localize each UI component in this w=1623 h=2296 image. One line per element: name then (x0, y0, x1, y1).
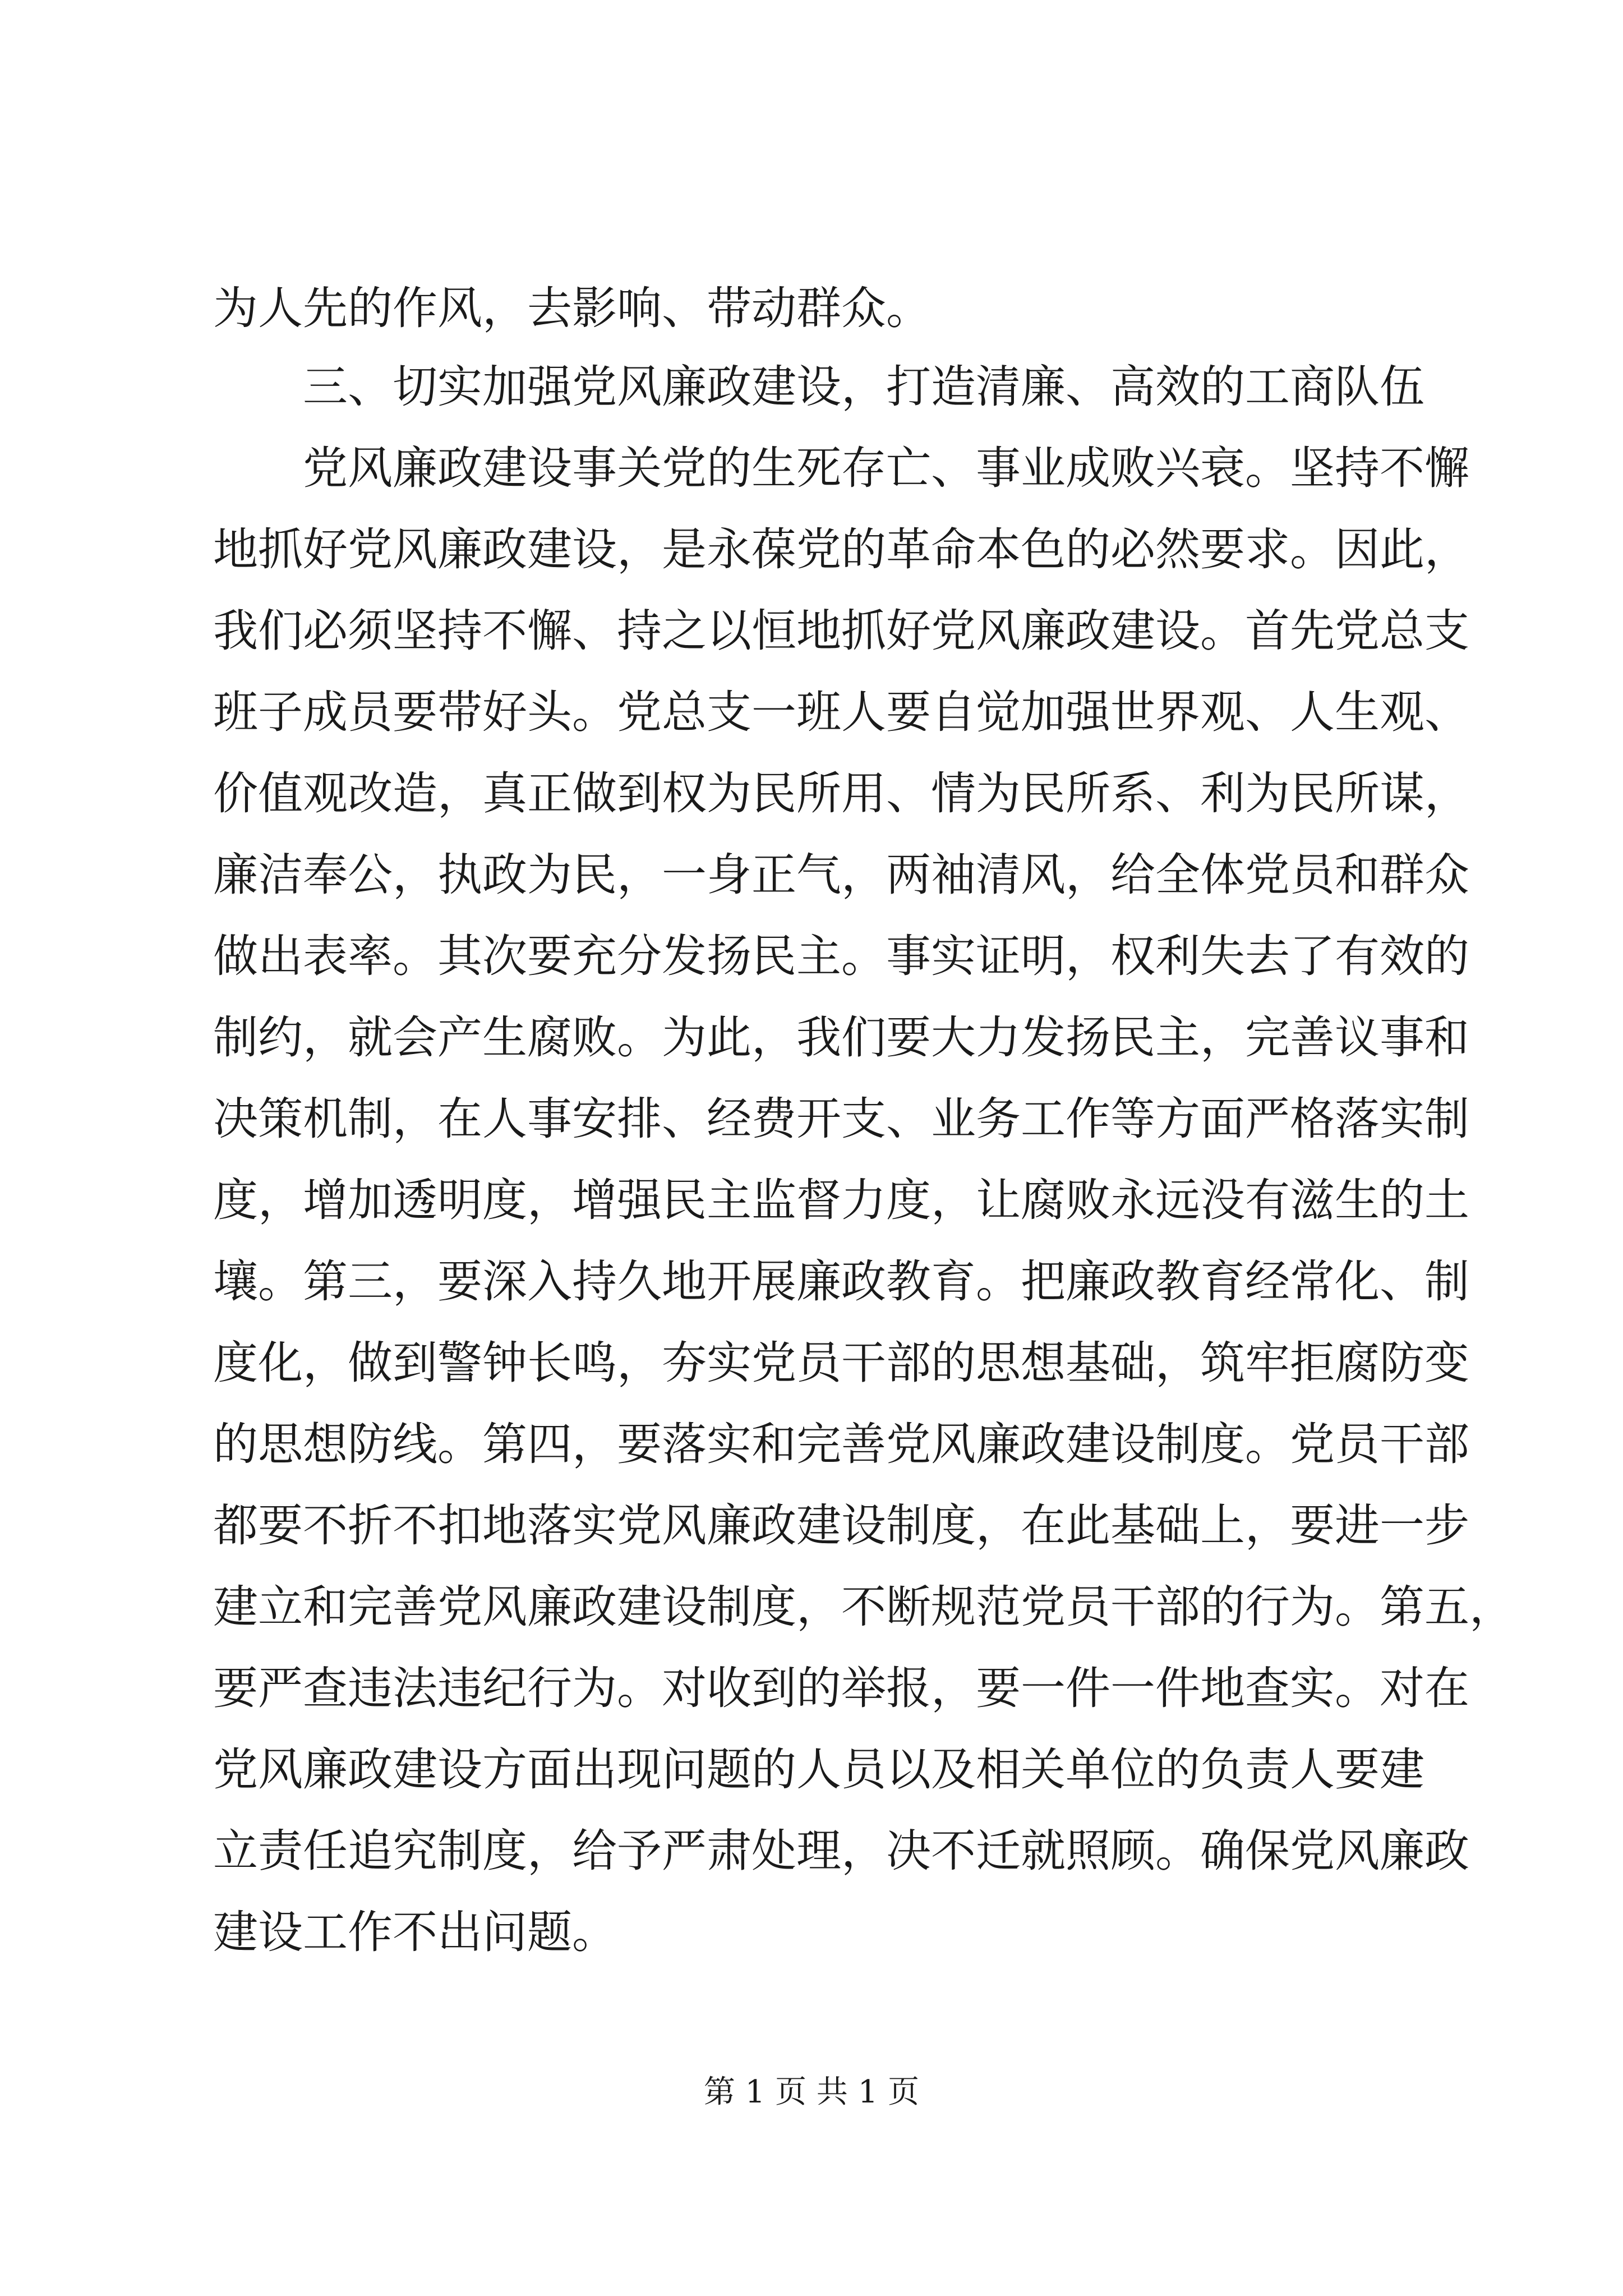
paragraph-line: 价值观改造，真正做到权为民所用、情为民所系、利为民所谋， (213, 767, 1469, 820)
paragraph-line: 立责任追究制度，给予严肃处理，决不迁就照顾。确保党风廉政 (213, 1825, 1469, 1877)
paragraph-line: 做出表率。其次要充分发扬民主。事实证明，权利失去了有效的 (213, 930, 1469, 982)
paragraph-line: 都要不折不扣地落实党风廉政建设制度，在此基础上，要进一步 (213, 1499, 1469, 1552)
paragraph-line: 党风廉政建设方面出现问题的人员以及相关单位的负责人要建 (213, 1743, 1424, 1796)
section-heading: 三、切实加强党风廉政建设，打造清廉、高效的工商队伍 (303, 361, 1424, 413)
paragraph-line: 的思想防线。第四，要落实和完善党风廉政建设制度。党员干部 (213, 1418, 1469, 1470)
paragraph-line: 党风廉政建设事关党的生死存亡、事业成败兴衰。坚持不懈 (303, 442, 1469, 494)
paragraph-line-continuation: 为人先的作风，去影响、带动群众。 (213, 282, 931, 334)
paragraph-line: 建立和完善党风廉政建设制度，不断规范党员干部的行为。第五， (213, 1581, 1514, 1633)
paragraph-line: 班子成员要带好头。党总支一班人要自觉加强世界观、人生观、 (213, 686, 1469, 738)
paragraph-line: 度化，做到警钟长鸣，夯实党员干部的思想基础，筑牢拒腐防变 (213, 1337, 1469, 1389)
paragraph-line: 壤。第三，要深入持久地开展廉政教育。把廉政教育经常化、制 (213, 1255, 1469, 1308)
paragraph-line: 制约，就会产生腐败。为此，我们要大力发扬民主，完善议事和 (213, 1011, 1469, 1064)
paragraph-line: 廉洁奉公，执政为民，一身正气，两袖清风，给全体党员和群众 (213, 849, 1469, 901)
paragraph-line: 决策机制，在人事安排、经费开支、业务工作等方面严格落实制 (213, 1093, 1469, 1145)
paragraph-line: 要严查违法违纪行为。对收到的举报，要一件一件地查实。对在 (213, 1662, 1469, 1714)
paragraph-line: 我们必须坚持不懈、持之以恒地抓好党风廉政建设。首先党总支 (213, 605, 1469, 657)
page-number-footer: 第 1 页 共 1 页 (703, 2074, 920, 2110)
paragraph-line: 地抓好党风廉政建设，是永葆党的革命本色的必然要求。因此， (213, 523, 1469, 576)
paragraph-line-final: 建设工作不出问题。 (213, 1906, 617, 1958)
paragraph-line: 度，增加透明度，增强民主监督力度，让腐败永远没有滋生的土 (213, 1174, 1469, 1226)
